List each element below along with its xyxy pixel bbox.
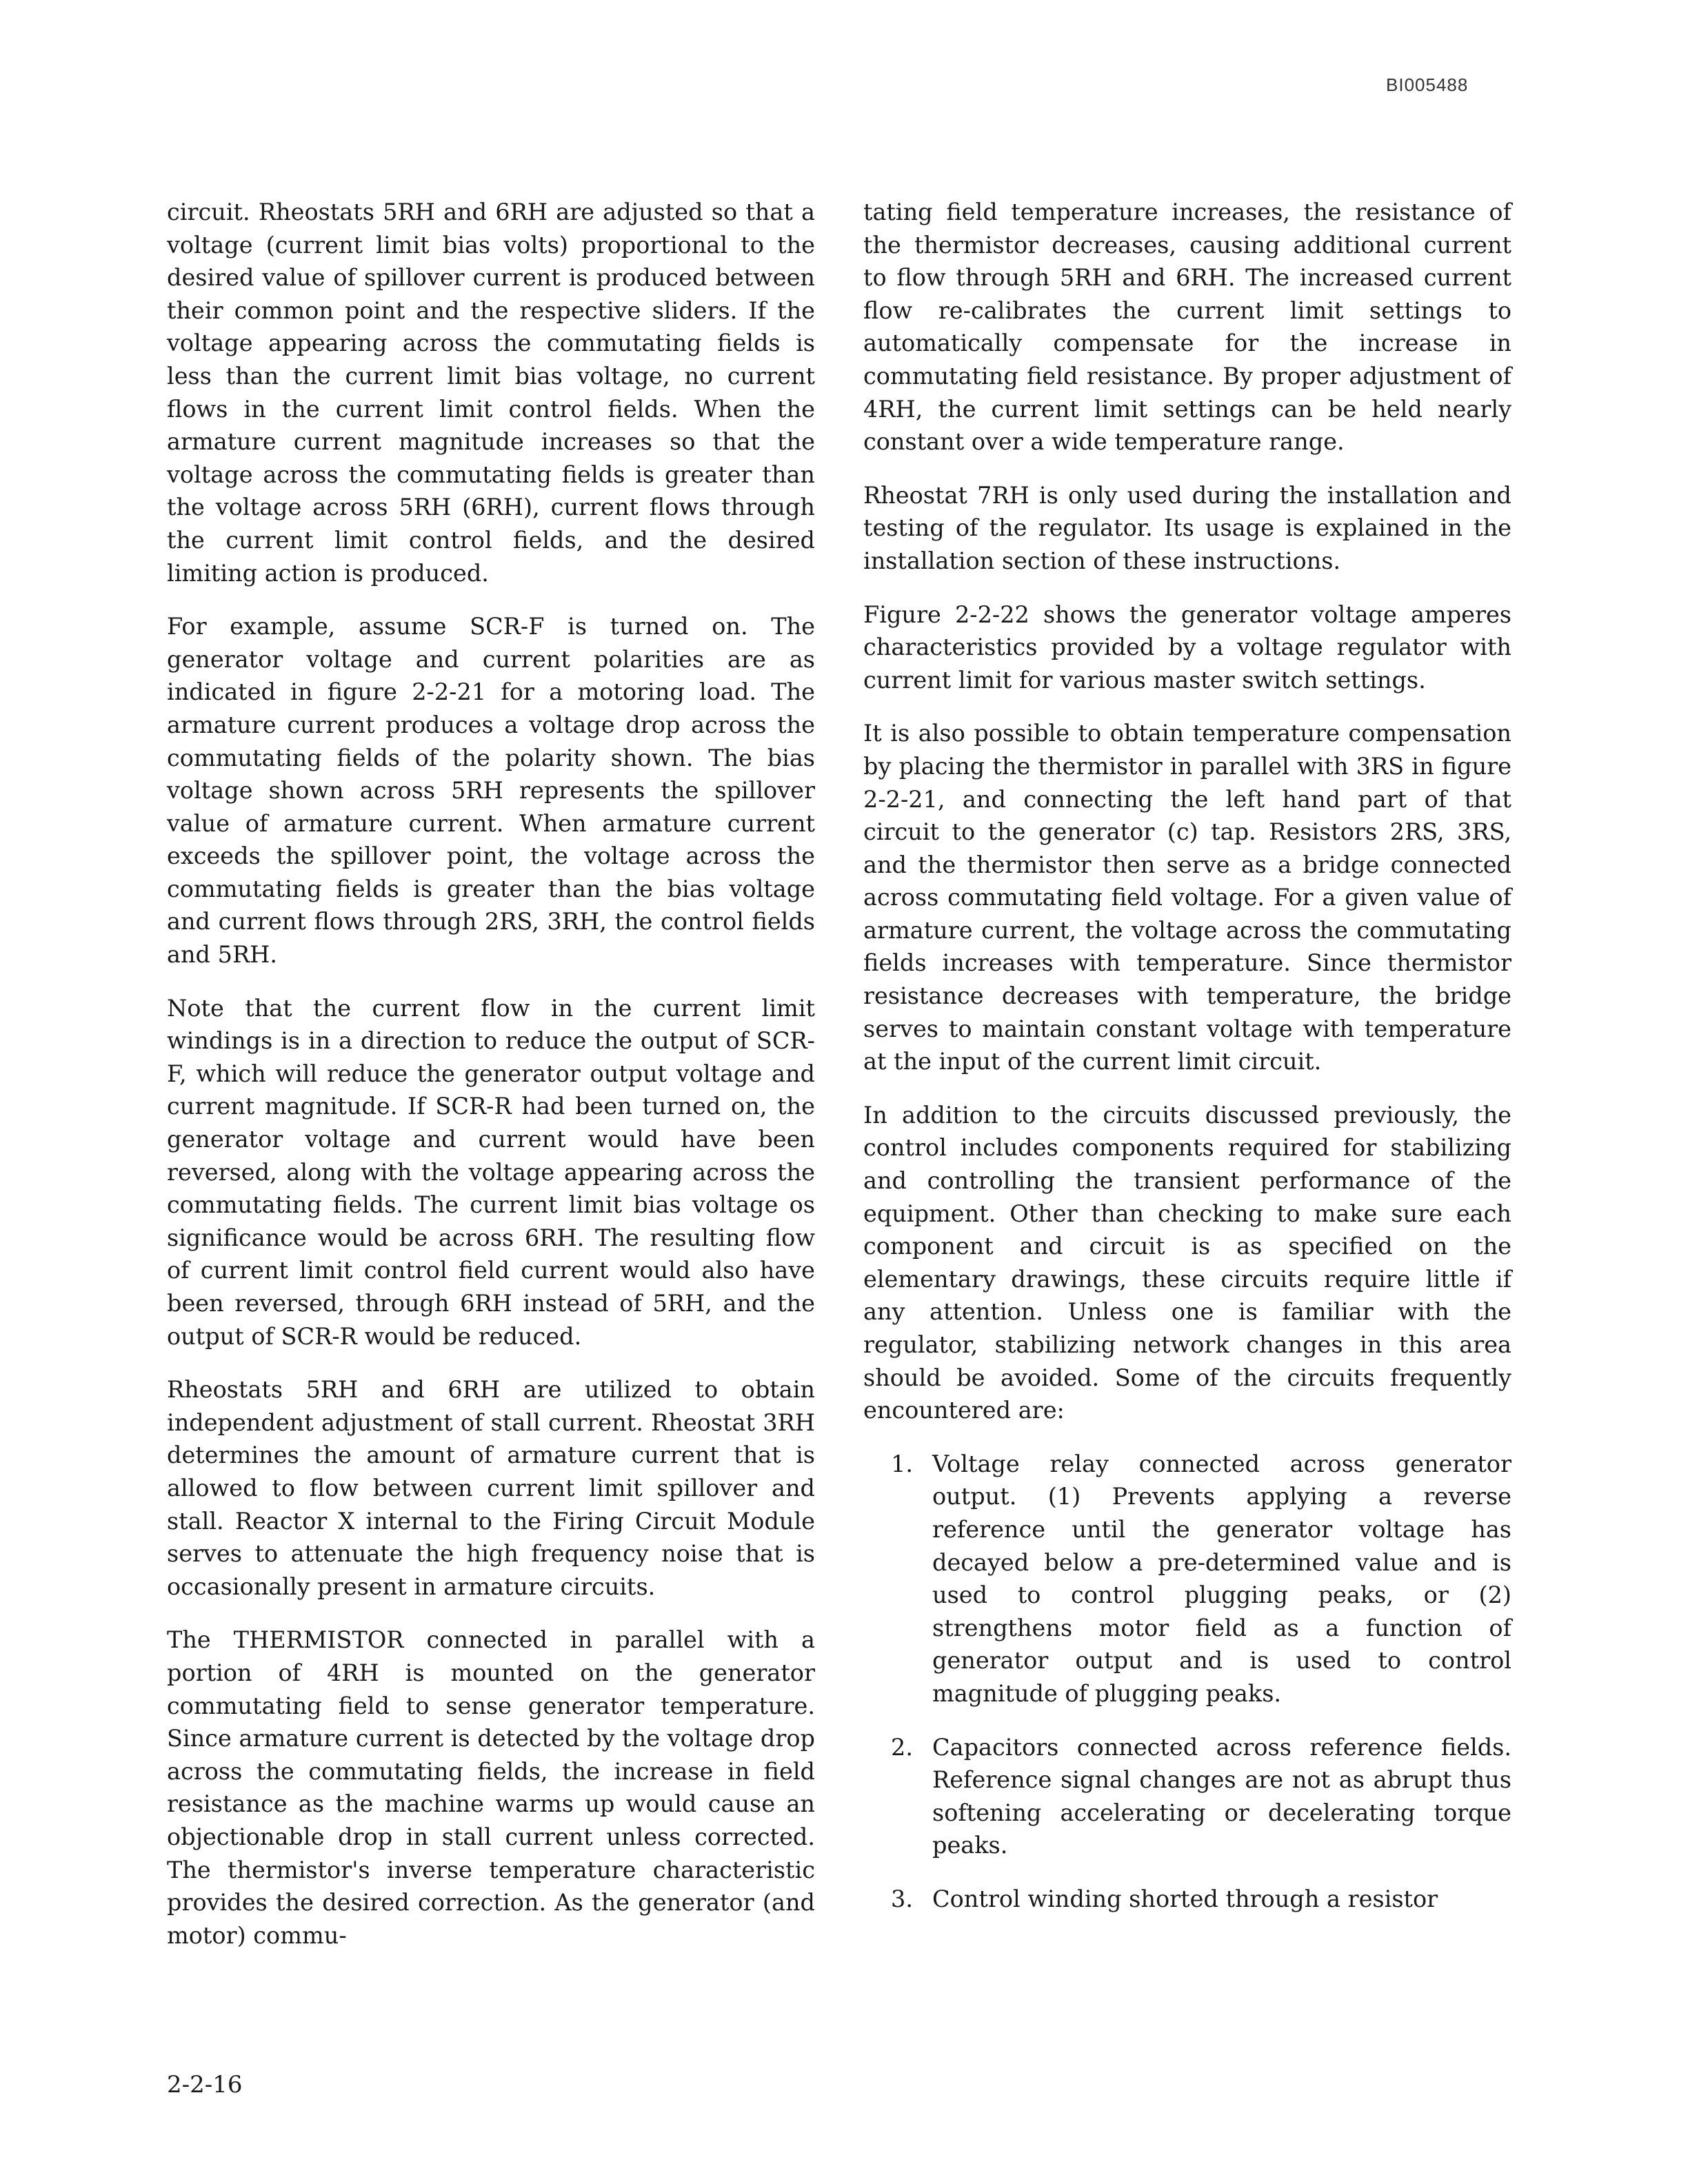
list-item-text: Voltage relay connected across generator output. (1) Prevents applying a reverse reference until the generator voltage has decayed below a pre-determined value and is used to control plugging peaks, or (2) strengthens motor field as a function of generator output and is used to control magnitude of plugging peaks.: [932, 1450, 1511, 1707]
list-item: [863, 1731, 1511, 1862]
paragraph: Note that the current flow in the current limit windings is in a direction to reduce the output of SCR-F, which will reduce the generator output voltage and current magnitude. If SCR-R had been turned on, the generator voltage and current would have been reversed, along with the voltage appearing across the commutating fields. The current limit bias voltage os significance would be across 6RH. The resulting flow of current limit control field current would also have been reversed, through 6RH instead of 5RH, and the output of SCR-R would be reduced.: [167, 994, 815, 1350]
paragraph: tating field temperature increases, the resistance of the thermistor decreases, causing additional current to flow through 5RH and 6RH. The increased current flow re-calibrates the current limit settings to automatically compensate for the increase in commutating field resistance. By proper adjustment of 4RH, the current limit settings can be held nearly constant over a wide temperature range.: [863, 199, 1511, 456]
page-number: 2-2-16: [167, 2071, 243, 2099]
paragraph: Rheostats 5RH and 6RH are utilized to obtain independent adjustment of stall current. Rheostat 3RH determines the amount of armature current that is allowed to flow between current limit spillover and stall. Reactor X internal to the Firing Circuit Module serves to attenuate the high frequency noise that is occasionally present in armature circuits.: [167, 1376, 815, 1600]
list-item-number: 2.: [891, 1733, 913, 1761]
paragraph: Figure 2-2-22 shows the generator voltage amperes characteristics provided by a voltage regulator with current limit for various master switch settings.: [863, 600, 1511, 694]
paragraph: For example, assume SCR-F is turned on. The generator voltage and current polarities are as indicated in figure 2-2-21 for a motoring load. The armature current produces a voltage drop across the commutating fields of the polarity shown. The bias voltage shown across 5RH represents the spillover value of armature current. When armature current exceeds the spillover point, the voltage across the commutating fields is greater than the bias voltage and current flows through 2RS, 3RH, the control fields and 5RH.: [167, 613, 815, 969]
list-item-text: Capacitors connected across reference fields. Reference signal changes are not as abrupt thus softening accelerating or decelerating torque peaks.: [932, 1733, 1511, 1859]
paragraph: circuit. Rheostats 5RH and 6RH are adjusted so that a voltage (current limit bias volts) proportional to the desired value of spillover current is produced between their common point and the respective sliders. If the voltage appearing across the commutating fields is less than the current limit bias voltage, no current flows in the current limit control fields. When the armature current magnitude increases so that the voltage across the commutating fields is greater than the voltage across 5RH (6RH), current flows through the current limit control fields, and the desired limiting action is produced.: [167, 199, 815, 587]
document-id: BI005488: [1386, 74, 1469, 95]
list-item: [863, 1883, 1511, 1916]
list-item-text: Control winding shorted through a resistor: [932, 1885, 1438, 1912]
paragraph: Rheostat 7RH is only used during the installation and testing of the regulator. Its usage is explained in the installation section of these instructions.: [863, 481, 1511, 574]
right-column: [863, 196, 1511, 1937]
paragraph: The THERMISTOR connected in parallel with a portion of 4RH is mounted on the generator commutating field to sense generator temperature. Since armature current is detected by the voltage drop across the commutating fields, the increase in field resistance as the machine warms up would cause an objectionable drop in stall current unless corrected. The thermistor's inverse temperature characteristic provides the desired correction. As the generator (and motor) commu-: [167, 1626, 815, 1949]
list-item: [863, 1448, 1511, 1710]
paragraph: It is also possible to obtain temperature compensation by placing the thermistor in parallel with 3RS in figure 2-2-21, and connecting the left hand part of that circuit to the generator (c) tap. Resistors 2RS, 3RS, and the thermistor then serve as a bridge connected across commutating field voltage. For a given value of armature current, the voltage across the commutating fields increases with temperature. Since thermistor resistance decreases with temperature, the bridge serves to maintain constant voltage with temperature at the input of the current limit circuit.: [863, 720, 1511, 1075]
list-item-number: 3.: [891, 1885, 913, 1912]
numbered-list: [863, 1448, 1511, 1916]
paragraph: In addition to the circuits discussed previously, the control includes components required for stabilizing and controlling the transient performance of the equipment. Other than checking to make sure each component and circuit is as specified on the elementary drawings, these circuits require little if any attention. Unless one is familiar with the regulator, stabilizing network changes in this area should be avoided. Some of the circuits frequently encountered are:: [863, 1101, 1511, 1424]
list-item-number: 1.: [891, 1450, 913, 1477]
left-column: [167, 196, 815, 1972]
